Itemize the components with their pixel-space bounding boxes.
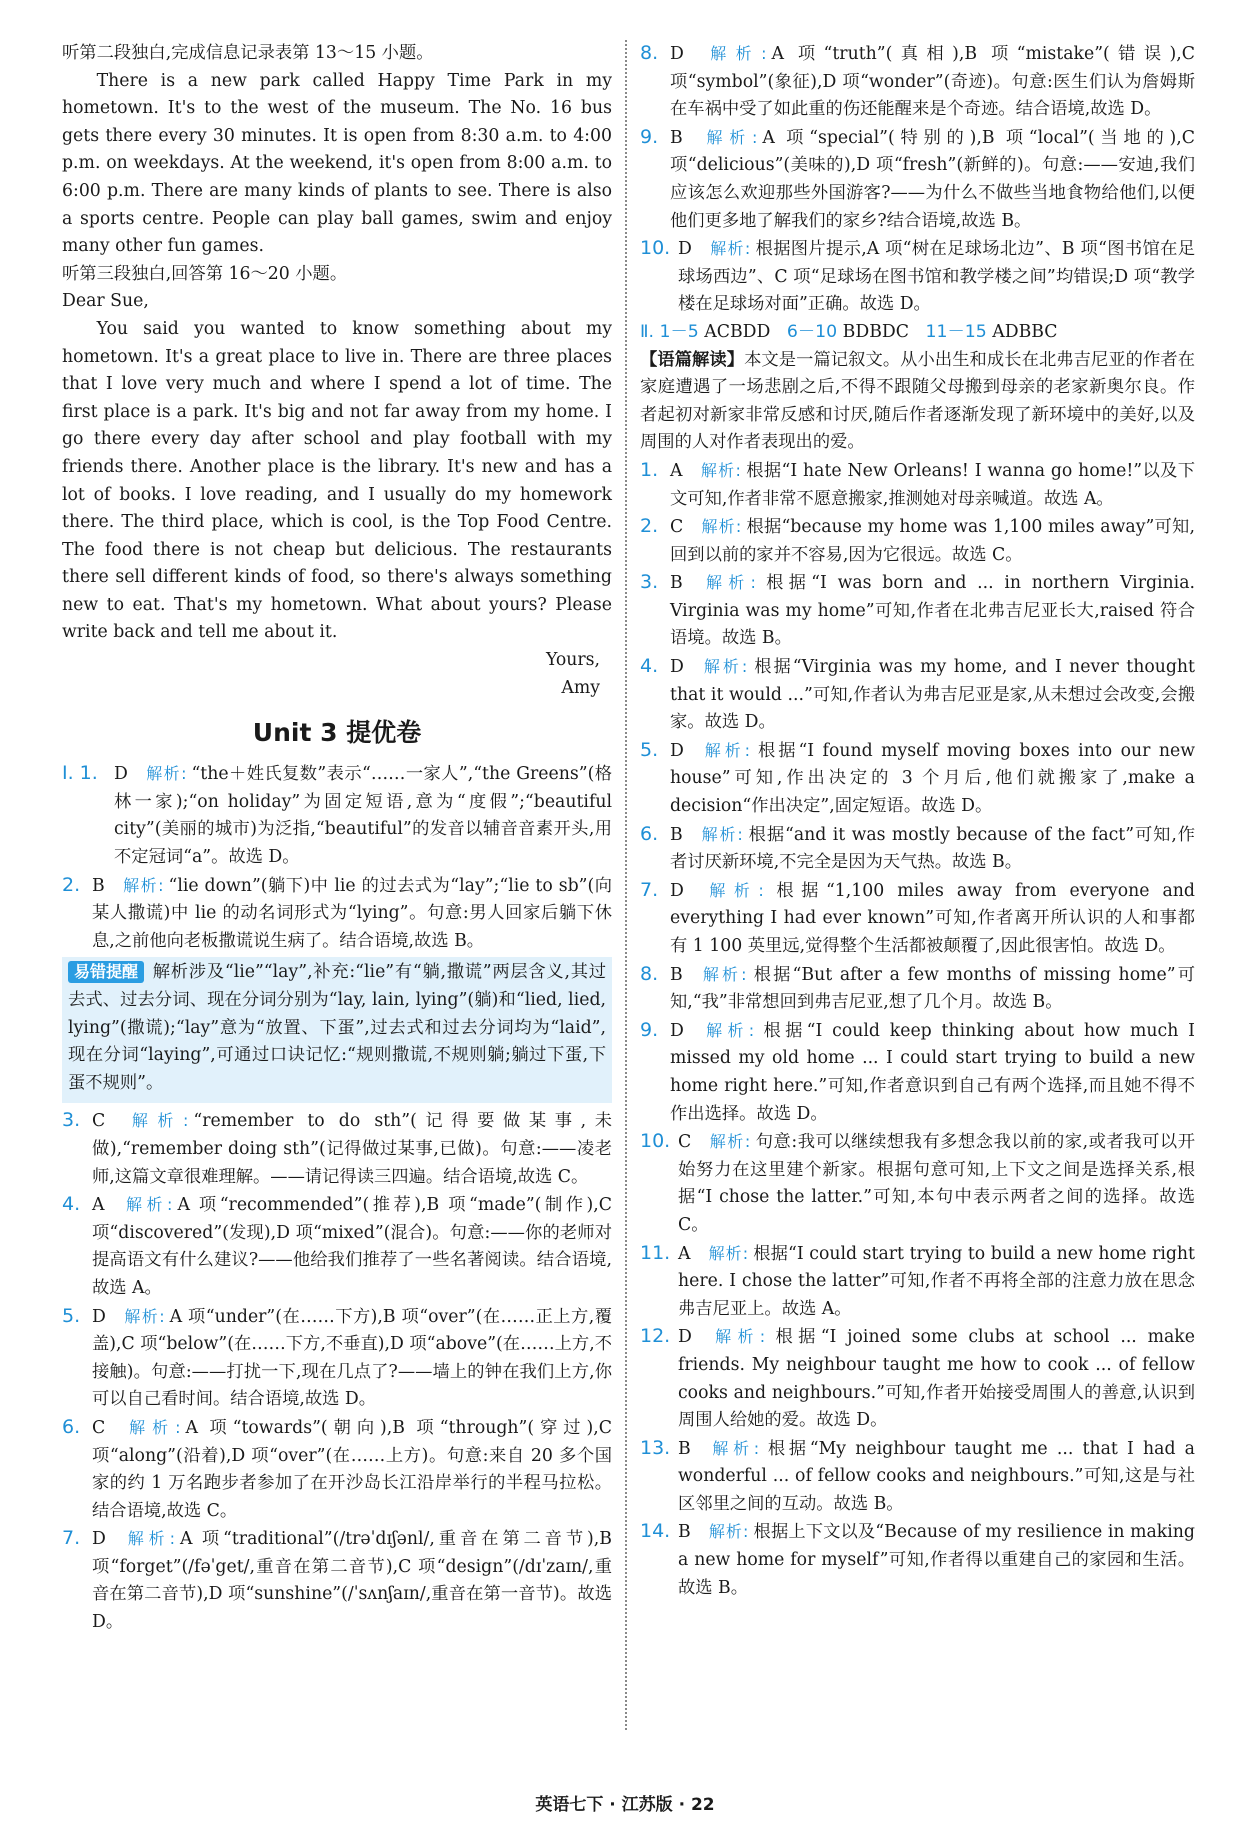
- item-number: 3.: [62, 1109, 81, 1132]
- answers-6-10: BDBDC: [842, 321, 909, 342]
- item-answer: D: [670, 44, 684, 64]
- item-answer: B: [670, 824, 683, 845]
- item-answer: D: [92, 1306, 106, 1327]
- answer-item: [640, 1435, 1195, 1519]
- item-answer: C: [678, 1132, 692, 1153]
- column-divider: [625, 40, 627, 1730]
- analysis-tag: 解析:: [700, 824, 744, 844]
- item-explanation: 根据图片提示,A 项“树在足球场北边”、B 项“图书馆在足球场西边”、C 项“足球场在图书馆和教学楼之间”均错误;D 项“教学楼在足球场对面”正确。故选 D。: [678, 239, 1195, 315]
- item-answer: A: [678, 1243, 691, 1264]
- item-answer: B: [670, 127, 683, 148]
- item-number: 14.: [640, 1520, 671, 1543]
- unit-title: Unit 3 提优卷: [252, 718, 422, 748]
- item-explanation: 根据“I joined some clubs at school ... make friends. My neighbour taught me how to cook ... of fellow cooks and neighbours.”可知,作者开始接受周围人的善意,认识到周围人给她的爱。故选 D。: [678, 1327, 1195, 1431]
- item-number: 4.: [640, 655, 659, 678]
- analysis-tag: 解析:: [701, 44, 768, 63]
- item-number: 7.: [640, 878, 659, 901]
- analysis-tag: 解析:: [701, 657, 749, 677]
- answer-item: [640, 653, 1195, 737]
- item-explanation: 根据上下文以及“Because of my resilience in making a new home for myself”可知,作者得以重建自己的家园和生活。故选 B。: [678, 1522, 1195, 1598]
- item-answer: B: [678, 1438, 691, 1459]
- answer-list-part4: [640, 457, 1195, 1602]
- item-number: 7.: [62, 1527, 81, 1550]
- item-explanation: 根据“1,100 miles away from everyone and everything I had ever known”可知,作者离开所认识的人和事都有 1 100 英里远,觉得整个生活都被颠覆了,因此很害怕。故选 D。: [670, 880, 1195, 956]
- item-number: 13.: [640, 1436, 671, 1459]
- section-2-answer-key: [640, 319, 1195, 347]
- item-answer: B: [670, 964, 683, 985]
- analysis-tag: 解析:: [123, 1529, 176, 1549]
- item-answer: A: [670, 460, 683, 481]
- item-answer: D: [678, 1327, 692, 1348]
- answer-item: [640, 124, 1195, 235]
- answer-range-11-15: 11－15: [925, 321, 987, 342]
- answer-item: [640, 1323, 1195, 1434]
- item-explanation: A 项“under”(在……下方),B 项“over”(在……正上方,覆盖),C 项“below”(在……下方,不垂直),D 项“above”(在……上方,不接触)。句意:——打扰一下,现在几点了?——墙上的钟在我们上方,你可以自己看时间。结合语境,故选 D。: [92, 1306, 612, 1410]
- letter-signature: Amy: [561, 677, 600, 698]
- analysis-tag: 解析:: [709, 239, 752, 259]
- answer-item: [640, 1017, 1195, 1128]
- item-explanation: A 项“traditional”(/trəˈdɪʃənl/,重音在第二音节),B 项“forget”(/fəˈget/,重音在第二音节),C 项“design”(/dɪˈzaɪn/,重音在第二音节),D 项“sunshine”(/ˈsʌnʃaɪn/,重音在第一音节)。故选 D。: [92, 1529, 612, 1633]
- answer-range-6-10: 6－10: [786, 321, 838, 342]
- item-number: 5.: [62, 1304, 81, 1327]
- item-explanation: 根据“I was born and ... in northern Virginia. Virginia was my home”可知,作者在北弗吉尼亚长大,raised 符合语境。故选 B。: [670, 573, 1195, 649]
- answer-item: [640, 1128, 1195, 1239]
- section-2-instruction: 听第二段独白,完成信息记录表第 13～15 小题。: [62, 43, 434, 63]
- left-column: [62, 40, 612, 1637]
- passage-interpretation-label: 【语篇解读】: [640, 349, 745, 370]
- item-explanation: 根据“I could keep thinking about how much I missed my old home ... I could start trying to build a new home right here.”可知,作者意识到自己有两个选择,而且她不得不作出选择。故选 D。: [670, 1020, 1195, 1124]
- answer-item: [640, 40, 1195, 124]
- passage-interpretation-text: 本文是一篇记叙文。从小出生和成长在北弗吉尼亚的作者在家庭遭遇了一场悲剧之后,不得不跟随父母搬到母亲的老家新奥尔良。作者起初对新家非常反感和讨厌,随后作者逐渐发现了新环境中的美好,以及周围的人对作者表现出的爱。: [640, 349, 1195, 453]
- item-number: 8.: [640, 962, 659, 985]
- analysis-tag: 解析:: [701, 740, 752, 760]
- analysis-tag: 解析:: [708, 1438, 761, 1458]
- analysis-tag: 解析:: [709, 1327, 767, 1347]
- item-answer: B: [670, 573, 683, 594]
- item-explanation: 根据“and it was mostly because of the fact”可知,作者讨厌新环境,不完全是因为天气热。故选 B。: [670, 824, 1195, 873]
- item-number: 6.: [62, 1415, 81, 1438]
- analysis-tag: 解析:: [700, 964, 748, 984]
- item-explanation: 根据“I could start trying to build a new home right here. I chose the latter”可知,作者不再将全部的注意力放在思念弗吉尼亚上。故选 A。: [678, 1243, 1195, 1319]
- answer-item: [640, 877, 1195, 961]
- analysis-tag: 解析:: [700, 460, 742, 480]
- analysis-tag: 解析:: [700, 573, 757, 593]
- answer-item: [62, 1107, 612, 1191]
- analysis-tag: 解析:: [123, 1306, 166, 1326]
- analysis-tag: 解析:: [701, 1020, 756, 1040]
- item-number: 9.: [640, 1018, 659, 1041]
- analysis-tag: 解析:: [709, 1132, 752, 1152]
- answer-item: [62, 1303, 612, 1414]
- answer-item: [62, 1191, 612, 1302]
- analysis-tag: 解析:: [122, 875, 165, 895]
- section-3-instruction: 听第三段独白,回答第 16～20 小题。: [62, 263, 348, 284]
- item-explanation: “lie down”(躺下)中 lie 的过去式为“lay”;“lie to sb”(向某人撒谎)中 lie 的动名词形式为“lying”。句意:男人回家后躺下休息,之前他向老板撒谎说生病了。结合语境,故选 B。: [92, 875, 612, 951]
- item-answer: D: [670, 740, 684, 761]
- item-answer: D: [670, 1020, 684, 1041]
- answer-item: [640, 821, 1195, 877]
- answer-item: [62, 1414, 612, 1525]
- answer-item: [640, 513, 1195, 569]
- error-reminder-text: 解析涉及“lie”“lay”,补充:“lie”有“躺,撒谎”两层含义,其过去式、过去分词、现在分词分别为“lay, lain, lying”(躺)和“lied, lied, lying”(撒谎);“lay”意为“放置、下蛋”,过去式和过去分词均为“laid”,现在分词“laying”,可通过口诀记忆:“规则撒谎,不规则躺;躺过下蛋,下蛋不规则”。: [68, 962, 606, 1093]
- item-explanation: 根据“I hate New Orleans! I wanna go home!”以及下文可知,作者非常不愿意搬家,推测她对母亲喊道。故选 A。: [670, 460, 1195, 509]
- item-answer: D: [670, 880, 684, 901]
- analysis-tag: 解析:: [708, 1522, 750, 1542]
- answers-11-15: ADBBC: [992, 321, 1058, 342]
- analysis-tag: 解析:: [700, 127, 759, 147]
- item-explanation: A 项“towards”(朝向),B 项“through”(穿过),C 项“along”(沿着),D 项“over”(在……上方)。句意:来自 20 多个国家的约 1 万名跑步者参加了在开沙岛长江沿岸举行的半程马拉松。结合语境,故选 C。: [92, 1417, 612, 1521]
- item-explanation: A 项“special”(特别的),B 项“local”(当地的),C 项“delicious”(美味的),D 项“fresh”(新鲜的)。句意:——安迪,我们应该怎么欢迎那些外国游客?——为什么不做些当地食物给他们,以便他们更多地了解我们的家乡?结合语境,故选 B。: [670, 127, 1195, 231]
- analysis-tag: 解析:: [701, 880, 765, 900]
- right-column: [640, 40, 1195, 1602]
- item-answer: A: [92, 1195, 105, 1216]
- answers-1-5: ACBDD: [704, 321, 771, 342]
- item-answer: C: [92, 1417, 106, 1438]
- answer-item: [640, 235, 1195, 319]
- item-number: 2.: [640, 515, 659, 538]
- error-reminder-label: 易错提醒: [68, 961, 144, 983]
- item-answer: C: [670, 517, 684, 538]
- item-explanation: 根据“because my home was 1,100 miles away”可知,回到以前的家并不容易,因为它很远。故选 C。: [670, 517, 1195, 565]
- item-number: 3.: [640, 571, 659, 594]
- item-answer: D: [114, 764, 128, 785]
- item-number: 12.: [640, 1325, 671, 1348]
- item-number: 2.: [62, 873, 81, 896]
- error-reminder-box: [62, 957, 612, 1103]
- item-explanation: “the＋姓氏复数”表示“……一家人”,“the Greens”(格林一家);“on holiday”为固定短语,意为“度假”;“beautiful city”(美丽的城市)为泛指,“beautiful”的发音以辅音音素开头,用不定冠词“a”。故选 D。: [114, 764, 612, 868]
- answer-item: [640, 1518, 1195, 1602]
- item-answer: B: [92, 875, 105, 896]
- item-answer: D: [678, 239, 692, 260]
- answer-item: [640, 737, 1195, 821]
- analysis-tag: 解析:: [701, 517, 743, 537]
- answer-item: [640, 457, 1195, 513]
- item-explanation: 根据“I found myself moving boxes into our new house”可知,作出决定的 3 个月后,他们就搬家了,make a decision“作出决定”,固定短语。故选 D。: [670, 740, 1195, 817]
- item-answer: B: [678, 1522, 691, 1543]
- item-number: 10.: [640, 1130, 671, 1153]
- item-answer: C: [92, 1111, 106, 1132]
- letter-salutation: Dear Sue,: [62, 291, 149, 312]
- page-footer: 英语七下 · 江苏版 · 22: [535, 1795, 715, 1815]
- analysis-tag: 解析:: [122, 1195, 174, 1215]
- answer-item: [640, 961, 1195, 1017]
- answer-item: [62, 1525, 612, 1636]
- item-number: 1.: [640, 458, 659, 481]
- item-answer: D: [670, 657, 684, 678]
- item-explanation: “remember to do sth”(记得要做某事,未做),“remember doing sth”(记得做过某事,已做)。句意:——凌老师,这篇文章很难理解。——请记得读三四遍。结合语境,故选 C。: [92, 1111, 612, 1187]
- passage-interpretation: [640, 347, 1195, 457]
- item-number: 5.: [640, 738, 659, 761]
- item-number: Ⅰ. 1.: [62, 762, 98, 785]
- item-explanation: A 项“recommended”(推荐),B 项“made”(制作),C 项“discovered”(发现),D 项“mixed”(混合)。句意:——你的老师对提高语文有什么建议?——他给我们推荐了一些名著阅读。结合语境,故选 A。: [92, 1195, 612, 1298]
- answer-item: [640, 569, 1195, 653]
- item-number: 11.: [640, 1241, 671, 1264]
- letter-closing: Yours,: [545, 650, 600, 671]
- item-explanation: 根据“My neighbour taught me ... that I had a wonderful ... of fellow cooks and neighbours.”可知,这是与社区邻里之间的互动。故选 B。: [678, 1438, 1195, 1514]
- answer-list-part2: [62, 1107, 612, 1636]
- item-answer: D: [92, 1529, 106, 1550]
- item-explanation: A 项“truth”(真相),B 项“mistake”(错误),C 项“symbol”(象征),D 项“wonder”(奇迹)。句意:医生们认为詹姆斯在车祸中受了如此重的伤还能醒来是个奇迹。结合语境,故选 D。: [670, 44, 1195, 120]
- analysis-tag: 解析:: [123, 1417, 182, 1437]
- item-explanation: 句意:我可以继续想我有多想念我以前的家,或者我可以开始努力在这里建个新家。根据句意可知,上下文之间是选择关系,根据“I chose the latter.”可知,本句中表示两者之间的选择。故选 C。: [678, 1132, 1195, 1235]
- letter-body: You said you wanted to know something about my hometown. It's a great place to live in. There are three places that I love very much and where I spend a lot of time. The first place is a park. It's big and not far away from my home. I go there every day after school and play football with my friends there. Another place is the library. It's new and has a lot of books. I love reading, and I usually do my homework there. The third place, which is cool, is the Top Food Centre. The food there is not cheap but delicious. The restaurants there sell different kinds of food, so there's always something new to eat. That's my hometown. What about yours? Please write back and tell me about it.: [62, 318, 612, 643]
- analysis-tag: 解析:: [708, 1243, 750, 1263]
- answer-list-part3: [640, 40, 1195, 319]
- analysis-tag: 解析:: [123, 1111, 190, 1131]
- answer-item: [62, 872, 612, 956]
- item-number: 9.: [640, 125, 659, 148]
- answer-range-1-5: Ⅱ. 1－5: [640, 321, 699, 342]
- analysis-tag: 解析:: [145, 764, 188, 784]
- item-number: 4.: [62, 1193, 81, 1216]
- answer-item: [640, 1240, 1195, 1324]
- answer-list-part1: [62, 760, 612, 955]
- answer-item: [62, 760, 612, 871]
- listening-passage-2: There is a new park called Happy Time Park in my hometown. It's to the west of the museum. The No. 16 bus gets there every 30 minutes. It is open from 8:30 a.m. to 4:00 p.m. on weekdays. At the weekend, it's open from 8:00 a.m. to 6:00 p.m. There are many kinds of plants to see. There is also a sports centre. People can play ball games, swim and enjoy many other fun games.: [62, 70, 612, 257]
- item-number: 10.: [640, 237, 671, 260]
- item-number: 8.: [640, 42, 659, 64]
- item-explanation: 根据“But after a few months of missing home”可知,“我”非常想回到弗吉尼亚,想了几个月。故选 B。: [670, 964, 1195, 1013]
- item-explanation: 根据“Virginia was my home, and I never thought that it would ...”可知,作者认为弗吉尼亚是家,从未想过会改变,会搬家。故选 D。: [670, 657, 1195, 733]
- item-number: 6.: [640, 822, 659, 845]
